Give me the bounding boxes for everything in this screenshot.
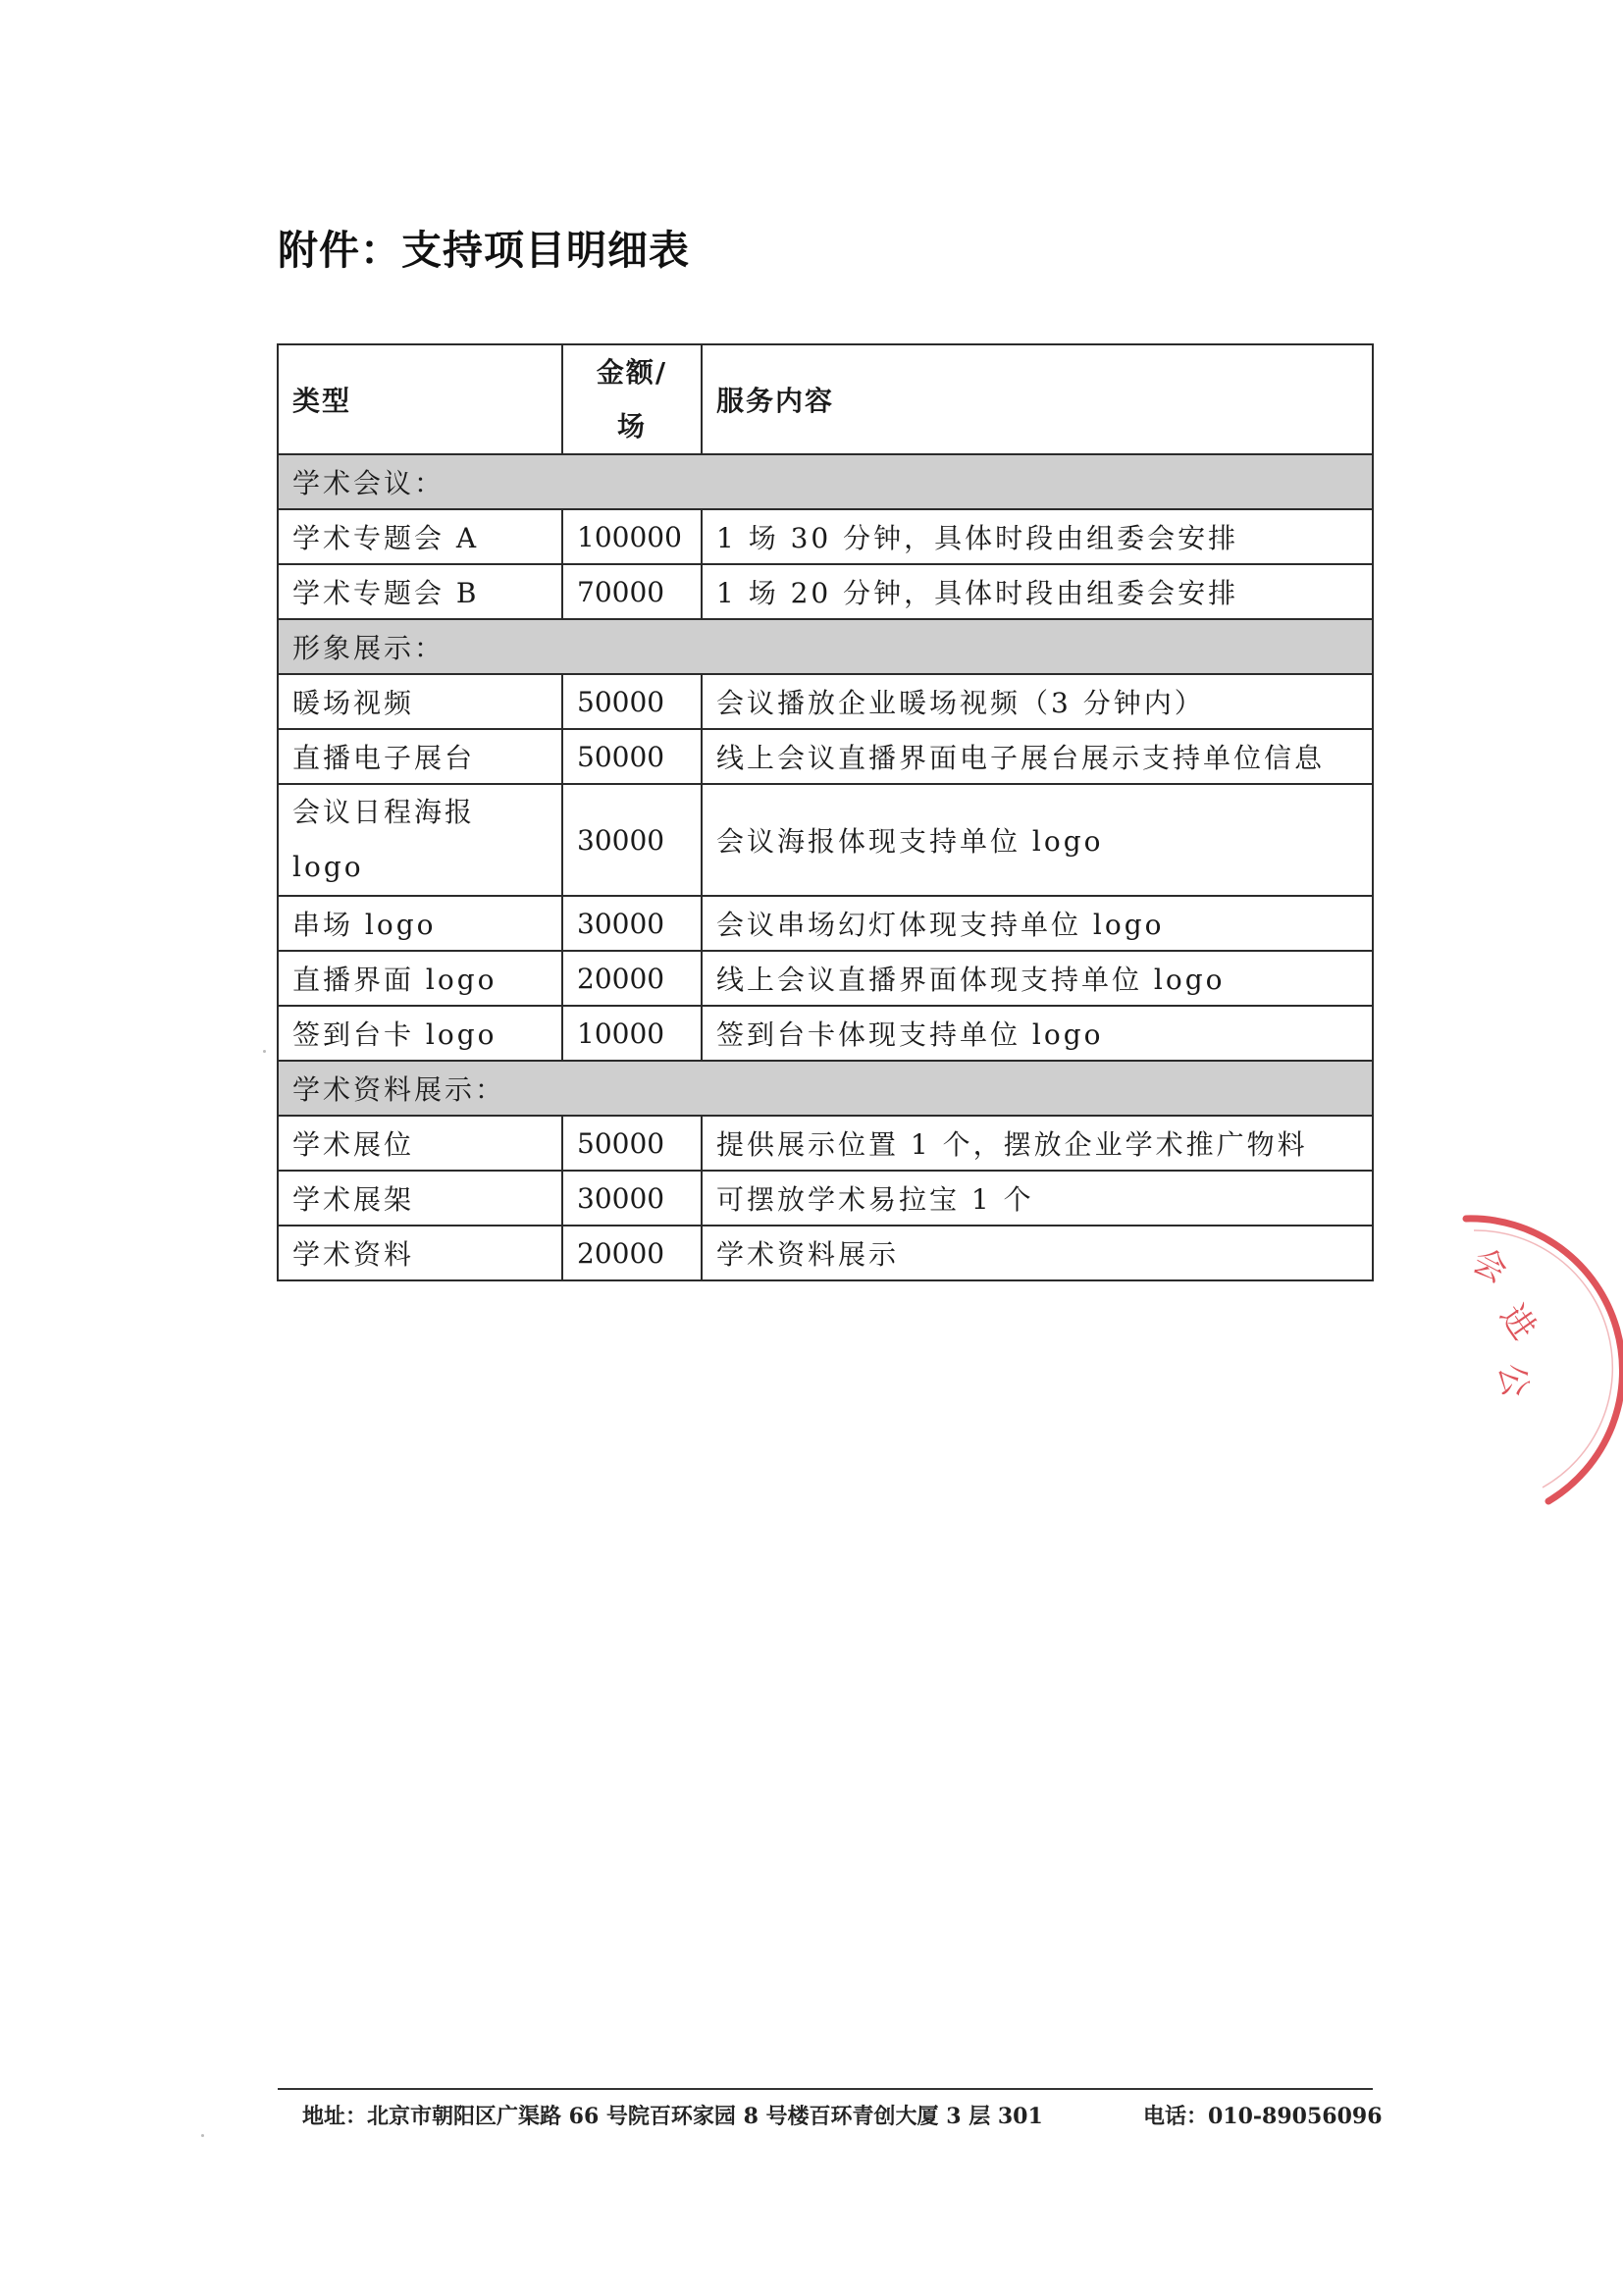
- table-row: [278, 674, 1373, 729]
- section-row-academic-materials: [278, 1061, 1373, 1116]
- cell-type: 直播电子展台: [278, 729, 562, 784]
- footer-phone: 电话：010-89056096: [1143, 2104, 1383, 2129]
- table-row: [278, 784, 1373, 896]
- cell-amount: 70000: [562, 564, 702, 619]
- cell-amount: 10000: [562, 1006, 702, 1061]
- seal-text-3: 公: [1491, 1360, 1536, 1401]
- cell-type: 直播界面 logo: [278, 951, 562, 1006]
- header-amount-line2: 场: [616, 410, 647, 443]
- cell-amount: 50000: [562, 674, 702, 729]
- cell-content: 线上会议直播界面电子展台展示支持单位信息: [702, 729, 1373, 784]
- seal-text-2: 进: [1492, 1297, 1544, 1348]
- cell-type: 学术专题会 B: [278, 564, 562, 619]
- table-row: [278, 1006, 1373, 1061]
- table-row: [278, 1171, 1373, 1226]
- cell-content: 会议串场幻灯体现支持单位 logo: [702, 896, 1373, 951]
- cell-type-line1: 会议日程海报: [292, 796, 476, 828]
- cell-amount: 30000: [562, 784, 702, 896]
- cell-amount: 20000: [562, 1226, 702, 1280]
- support-items-table: [277, 343, 1374, 1281]
- table-row: [278, 896, 1373, 951]
- cell-type: 签到台卡 logo: [278, 1006, 562, 1061]
- table-row: [278, 1226, 1373, 1280]
- cell-content: 可摆放学术易拉宝 1 个: [702, 1171, 1373, 1226]
- cell-type: 暖场视频: [278, 674, 562, 729]
- table-row: [278, 1116, 1373, 1171]
- cell-type: 学术资料: [278, 1226, 562, 1280]
- section-label: 学术资料展示：: [278, 1061, 1373, 1116]
- table-row: [278, 509, 1373, 564]
- footer-divider: [278, 2088, 1373, 2090]
- cell-content: 签到台卡体现支持单位 logo: [702, 1006, 1373, 1061]
- section-row-image-display: [278, 619, 1373, 674]
- header-amount: [562, 344, 702, 454]
- scan-speck: [263, 1050, 266, 1053]
- header-type: 类型: [278, 344, 562, 454]
- section-row-academic-meeting: [278, 454, 1373, 509]
- page-title: 附件：支持项目明细表: [278, 227, 690, 274]
- cell-type: 学术专题会 A: [278, 509, 562, 564]
- cell-amount: 30000: [562, 1171, 702, 1226]
- cell-amount: 50000: [562, 1116, 702, 1171]
- cell-content: 1 场 20 分钟，具体时段由组委会安排: [702, 564, 1373, 619]
- cell-type: [278, 784, 562, 896]
- cell-content: 1 场 30 分钟，具体时段由组委会安排: [702, 509, 1373, 564]
- cell-content: 学术资料展示: [702, 1226, 1373, 1280]
- table-row: [278, 564, 1373, 619]
- cell-amount: 50000: [562, 729, 702, 784]
- table-row: [278, 729, 1373, 784]
- cell-content: 线上会议直播界面体现支持单位 logo: [702, 951, 1373, 1006]
- cell-type: 串场 logo: [278, 896, 562, 951]
- cell-amount: 20000: [562, 951, 702, 1006]
- section-label: 形象展示：: [278, 619, 1373, 674]
- header-content: 服务内容: [702, 344, 1373, 454]
- table-header-row: [278, 344, 1373, 454]
- seal-text-1: 会: [1465, 1240, 1514, 1291]
- cell-amount: 30000: [562, 896, 702, 951]
- section-label: 学术会议：: [278, 454, 1373, 509]
- cell-type: 学术展架: [278, 1171, 562, 1226]
- cell-content: 会议播放企业暖场视频（3 分钟内）: [702, 674, 1373, 729]
- scan-speck: [201, 2134, 204, 2137]
- header-amount-line1: 金额/: [596, 356, 668, 389]
- cell-amount: 100000: [562, 509, 702, 564]
- table-row: [278, 951, 1373, 1006]
- red-seal-stamp: [1460, 1207, 1623, 1521]
- cell-content: 会议海报体现支持单位 logo: [702, 784, 1373, 896]
- cell-content: 提供展示位置 1 个，摆放企业学术推广物料: [702, 1116, 1373, 1171]
- footer-address: 地址：北京市朝阳区广渠路 66 号院百环家园 8 号楼百环青创大厦 3 层 301: [302, 2104, 1043, 2129]
- cell-type: 学术展位: [278, 1116, 562, 1171]
- cell-type-line2: logo: [292, 851, 364, 883]
